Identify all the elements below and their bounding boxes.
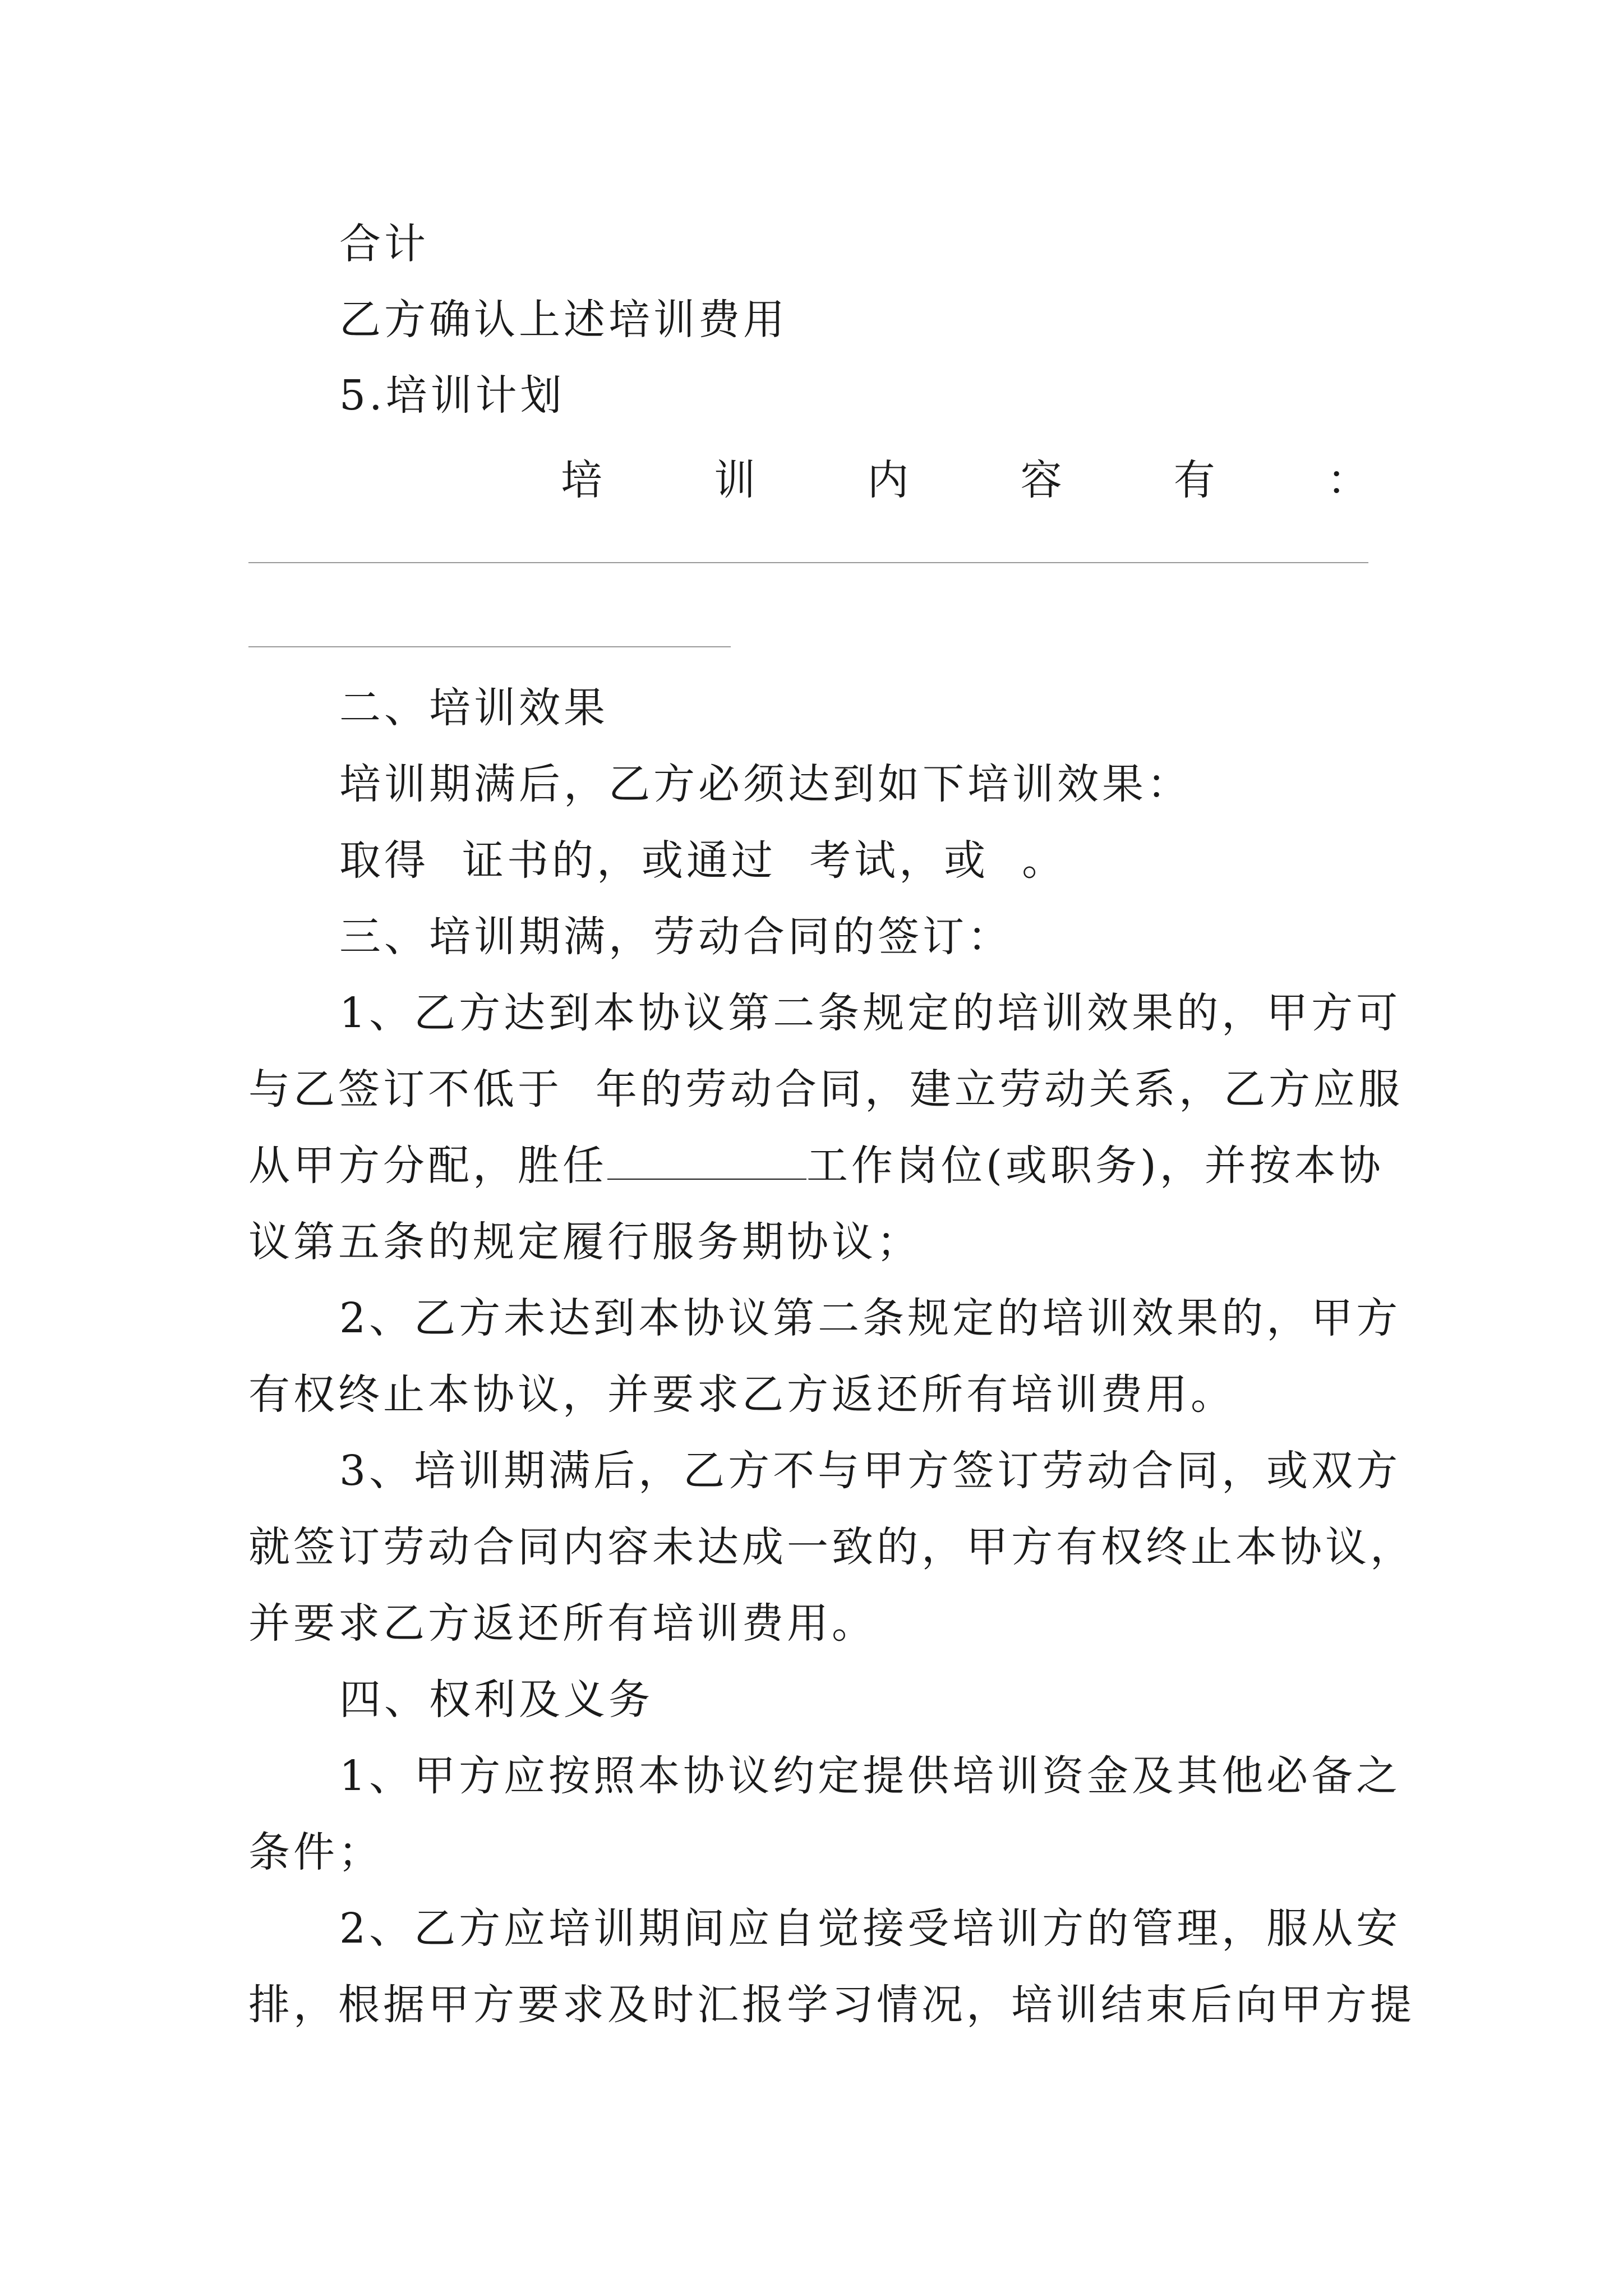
spaced-char: 训 bbox=[714, 456, 756, 504]
text-line: 合计 bbox=[339, 220, 429, 268]
text-segment: 从甲方分配，胜任 bbox=[248, 1142, 607, 1190]
section-heading: 5.培训计划 bbox=[339, 371, 565, 420]
text-line: 就签订劳动合同内容未达成一致的，甲方有权终止本协议， bbox=[248, 1523, 1415, 1571]
section-heading: 四、权利及义务 bbox=[339, 1676, 653, 1724]
text-line: 与乙签订不低于 年的劳动合同，建立劳动关系，乙方应服 bbox=[248, 1065, 1404, 1114]
text-segment: 工作岗位(或职务)，并按本协 bbox=[806, 1142, 1384, 1190]
text-line: 3、培训期满后，乙方不与甲方签订劳动合同，或双方 bbox=[339, 1447, 1401, 1495]
text-line: 取得 证书的，或通过 考试，或 。 bbox=[339, 836, 1067, 885]
section-heading: 三、培训期满，劳动合同的签订： bbox=[339, 913, 1012, 961]
text-line: 2、乙方应培训期间应自觉接受培训方的管理，服从安 bbox=[339, 1904, 1401, 1953]
text-line: 1、甲方应按照本协议约定提供培训资金及其他必备之 bbox=[339, 1752, 1401, 1800]
spaced-heading-training-content bbox=[561, 449, 1368, 505]
text-line: 排，根据甲方要求及时汇报学习情况，培训结束后向甲方提 bbox=[248, 1981, 1415, 2029]
spaced-char: 容 bbox=[1020, 456, 1062, 504]
spaced-char: ： bbox=[1326, 456, 1368, 504]
spaced-char: 培 bbox=[561, 456, 602, 504]
text-line: 条件； bbox=[248, 1828, 383, 1876]
spaced-char: 内 bbox=[867, 456, 909, 504]
text-line-with-blank bbox=[248, 1138, 1384, 1194]
text-line: 2、乙方未达到本协议第二条规定的培训效果的，甲方 bbox=[339, 1294, 1401, 1342]
text-line: 议第五条的规定履行服务期协议； bbox=[248, 1218, 921, 1266]
fill-in-line bbox=[248, 562, 1368, 563]
spaced-char: 有 bbox=[1173, 456, 1215, 504]
text-line: 并要求乙方返还所有培训费用。 bbox=[248, 1599, 877, 1648]
fill-in-line bbox=[248, 646, 731, 647]
fill-in-blank bbox=[607, 1139, 806, 1180]
section-heading: 二、培训效果 bbox=[339, 684, 608, 732]
text-line: 1、乙方达到本协议第二条规定的培训效果的，甲方可 bbox=[339, 989, 1401, 1037]
text-line: 有权终止本协议，并要求乙方返还所有培训费用。 bbox=[248, 1370, 1235, 1419]
text-line: 乙方确认上述培训费用 bbox=[339, 296, 788, 344]
text-line: 培训期满后，乙方必须达到如下培训效果： bbox=[339, 760, 1192, 808]
